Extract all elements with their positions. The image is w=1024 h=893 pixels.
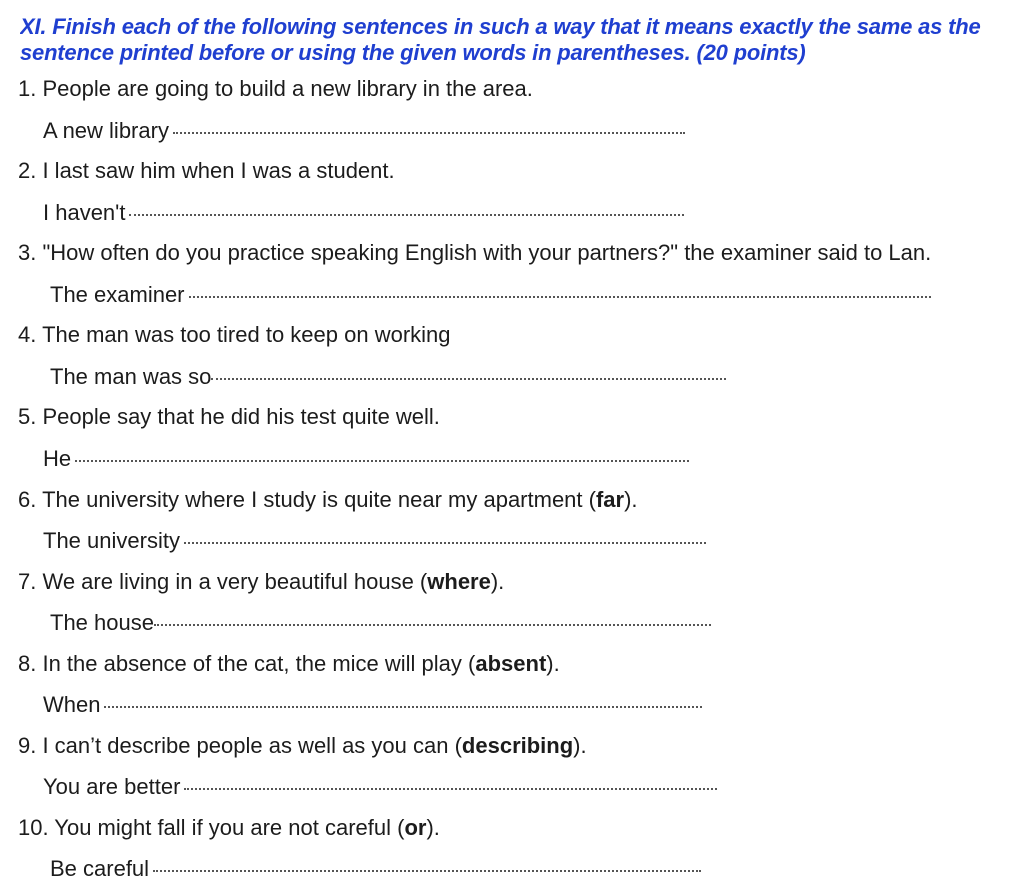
answer-lead: The examiner <box>50 282 185 307</box>
question-text-end: ). <box>624 487 638 512</box>
exercise-heading <box>20 14 1024 66</box>
answer-lead: The house <box>50 610 154 635</box>
keyword: or <box>404 815 427 840</box>
question-9 <box>18 733 587 759</box>
answer-line-4[interactable] <box>50 364 726 390</box>
answer-line-7[interactable] <box>50 610 711 636</box>
question-7 <box>18 569 504 595</box>
answer-blank[interactable] <box>184 788 717 790</box>
answer-line-2[interactable] <box>43 200 684 226</box>
question-text: 7. We are living in a very beautiful house ( <box>18 569 428 594</box>
answer-lead: The university <box>43 528 180 553</box>
answer-lead: You are better <box>43 774 181 799</box>
question-text: 1. People are going to build a new library in the area. <box>18 76 533 101</box>
question-text: 5. People say that he did his test quite well. <box>18 404 440 429</box>
keyword: absent <box>475 651 547 676</box>
question-10 <box>18 815 440 841</box>
question-8 <box>18 651 560 677</box>
answer-lead: I haven't <box>43 200 126 225</box>
heading-line-1: XI. Finish each of the following sentences in such a way that it means exactly the same as the <box>20 14 981 39</box>
answer-blank[interactable] <box>211 378 726 380</box>
question-1 <box>18 76 533 102</box>
answer-blank[interactable] <box>173 132 685 134</box>
answer-blank[interactable] <box>154 624 711 626</box>
question-5 <box>18 404 440 430</box>
answer-lead: Be careful <box>50 856 150 881</box>
answer-line-3[interactable] <box>50 282 931 308</box>
question-text: 9. I can’t describe people as well as you can ( <box>18 733 462 758</box>
question-text: 4. The man was too tired to keep on working <box>18 322 451 347</box>
answer-blank[interactable] <box>129 214 684 216</box>
answer-line-1[interactable] <box>43 118 685 144</box>
question-6 <box>18 487 638 513</box>
question-3 <box>18 240 931 266</box>
answer-lead: The man was so <box>50 364 212 389</box>
answer-blank[interactable] <box>189 296 931 298</box>
question-text: 6. The university where I study is quite near my apartment ( <box>18 487 596 512</box>
question-text-end: ). <box>426 815 440 840</box>
answer-lead: When <box>43 692 101 717</box>
keyword: describing <box>461 733 574 758</box>
keyword: where <box>427 569 491 594</box>
keyword: far <box>595 487 625 512</box>
answer-line-5[interactable] <box>43 446 689 472</box>
answer-blank[interactable] <box>104 706 702 708</box>
answer-line-9[interactable] <box>43 774 717 800</box>
answer-lead: A new library <box>43 118 169 143</box>
answer-blank[interactable] <box>75 460 689 462</box>
question-4 <box>18 322 451 348</box>
question-text: 3. "How often do you practice speaking English with your partners?" the examiner said to Lan. <box>18 240 932 265</box>
answer-blank[interactable] <box>153 870 701 872</box>
answer-line-8[interactable] <box>43 692 702 718</box>
question-text-end: ). <box>546 651 560 676</box>
question-text: 10. You might fall if you are not careful ( <box>18 815 405 840</box>
answer-line-6[interactable] <box>43 528 706 554</box>
heading-line-2: sentence printed before or using the given words in parentheses. (20 points) <box>20 40 806 65</box>
answer-blank[interactable] <box>184 542 706 544</box>
answer-lead: He <box>43 446 72 471</box>
question-text-end: ). <box>490 569 505 594</box>
question-text: 2. I last saw him when I was a student. <box>18 158 395 183</box>
answer-line-10[interactable] <box>50 856 701 882</box>
question-text: 8. In the absence of the cat, the mice will play ( <box>18 651 476 676</box>
question-2 <box>18 158 395 184</box>
question-text-end: ). <box>573 733 587 758</box>
